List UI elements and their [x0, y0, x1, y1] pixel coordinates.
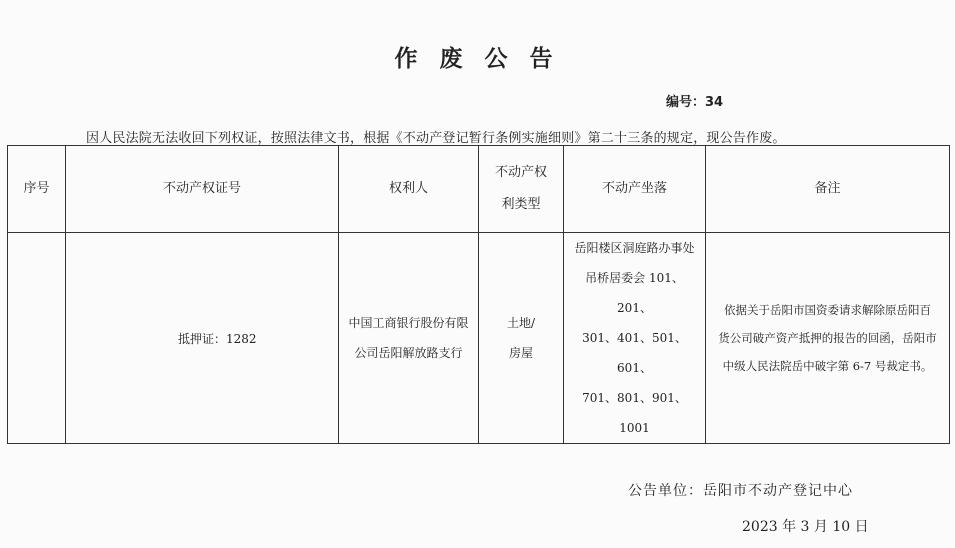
cell-remark-line3: 中级人民法院岳中破字第 6-7 号裁定书。: [722, 359, 933, 373]
cell-remark: [706, 233, 950, 444]
intro-paragraph: 因人民法院无法收回下列权证，按照法律文书，根据《不动产登记暂行条例实施细则》第二十三条的规定，现公告作废。: [86, 131, 786, 146]
table-header-row: [8, 146, 950, 233]
serial-number: 编号：34: [666, 95, 724, 110]
header-cert-no: 不动产权证号: [66, 146, 339, 233]
header-right-type-line1: 不动产权: [494, 165, 547, 180]
cell-holder-line1: 中国工商银行股份有限: [348, 316, 469, 330]
cell-seq: [8, 233, 66, 444]
cell-location-line3: 301、401、501、601、: [582, 331, 687, 375]
header-holder: 权利人: [339, 146, 479, 233]
cell-right-type-line2: 房屋: [508, 346, 533, 360]
header-seq: 序号: [8, 146, 66, 233]
cell-holder-line2: 公司岳阳解放路支行: [354, 346, 463, 360]
cell-cert-no: 抵押证：1282: [66, 233, 339, 444]
cell-remark-line2: 货公司破产资产抵押的报告的回函，岳阳市: [718, 331, 937, 345]
cell-location-line4: 701、801、901、1001: [582, 391, 687, 435]
cell-location-line1: 岳阳楼区洞庭路办事处: [574, 241, 695, 255]
notice-table: [7, 145, 950, 444]
header-location: 不动产坐落: [564, 146, 706, 233]
page-title: 作废公告: [394, 46, 575, 72]
header-right-type: [479, 146, 564, 233]
header-remark: 备注: [706, 146, 950, 233]
cell-right-type-line1: 土地/: [506, 316, 536, 330]
header-right-type-line2: 利类型: [501, 197, 541, 212]
cell-remark-line1: 依据关于岳阳市国资委请求解除原岳阳百: [724, 303, 931, 317]
cell-holder: [339, 233, 479, 444]
cell-right-type: [479, 233, 564, 444]
issuing-unit: 公告单位：岳阳市不动产登记中心: [628, 483, 853, 499]
cell-location-line2: 吊桥居委会 101、201、: [585, 271, 684, 315]
issue-date: 2023 年 3 月 10 日: [742, 519, 869, 535]
table-row: [8, 233, 950, 444]
cell-location: [564, 233, 706, 444]
